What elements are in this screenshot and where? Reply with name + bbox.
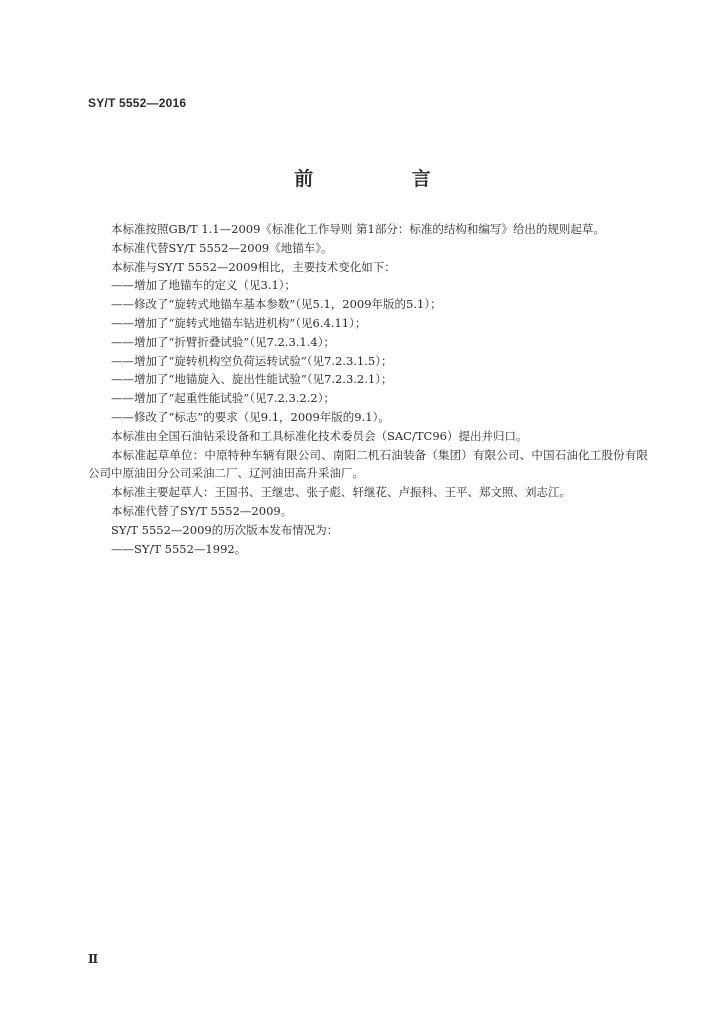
change-item: ——修改了“标志”的要求（见9.1，2009年版的9.1）。 xyxy=(111,409,390,424)
change-item: ——修改了“旋转式地锚车基本参数”（见5.1，2009年版的5.1）； xyxy=(111,297,442,312)
standard-code-header: SY/T 5552—2016 xyxy=(88,96,187,110)
paragraph-proposer: 本标准由全国石油钻采设备和工具标准化技术委员会（SAC/TC96）提出并归口。 xyxy=(111,428,528,443)
paragraph-replaced-standard: 本标准代替了SY/T 5552—2009。 xyxy=(111,503,293,518)
change-item: ——增加了“旋转式地锚车钻进机构”（见6.4.11）； xyxy=(111,315,367,330)
document-body xyxy=(88,220,648,558)
page-number: Ⅱ xyxy=(88,952,99,966)
paragraph-drafters: 本标准主要起草人：王国书、王继忠、张子彪、轩继花、卢振科、王平、郑文照、刘志江。 xyxy=(111,485,571,500)
paragraph-drafting-units: 本标准起草单位：中原特种车辆有限公司、南阳二机石油装备（集团）有限公司、中国石油化工股份有限公司中原油田分公司采油二厂、辽河油田高升采油厂。 xyxy=(88,447,648,481)
history-item: ——SY/T 5552—1992。 xyxy=(111,541,247,556)
paragraph-replaces: 本标准代替SY/T 5552—2009《地锚车》。 xyxy=(111,240,333,255)
change-item: ——增加了“旋转机构空负荷运转试验”（见7.2.3.1.5）； xyxy=(111,353,393,368)
change-item: ——增加了地锚车的定义（见3.1）； xyxy=(111,278,297,293)
paragraph-drafting-rules: 本标准按照GB/T 1.1—2009《标准化工作导则 第1部分：标准的结构和编写》给出的规则起草。 xyxy=(111,222,605,236)
paragraph-changes-intro: 本标准与SY/T 5552—2009相比，主要技术变化如下： xyxy=(111,259,396,274)
change-item: ——增加了“地锚旋入、旋出性能试验”（见7.2.3.2.1）； xyxy=(111,372,393,387)
change-item: ——增加了“折臂折叠试验”（见7.2.3.1.4）； xyxy=(111,334,335,349)
change-item: ——增加了“起重性能试验”（见7.2.3.2.2）； xyxy=(111,391,335,406)
paragraph-history-intro: SY/T 5552—2009的历次版本发布情况为： xyxy=(111,522,339,537)
page-title: 前 言 xyxy=(294,168,477,190)
